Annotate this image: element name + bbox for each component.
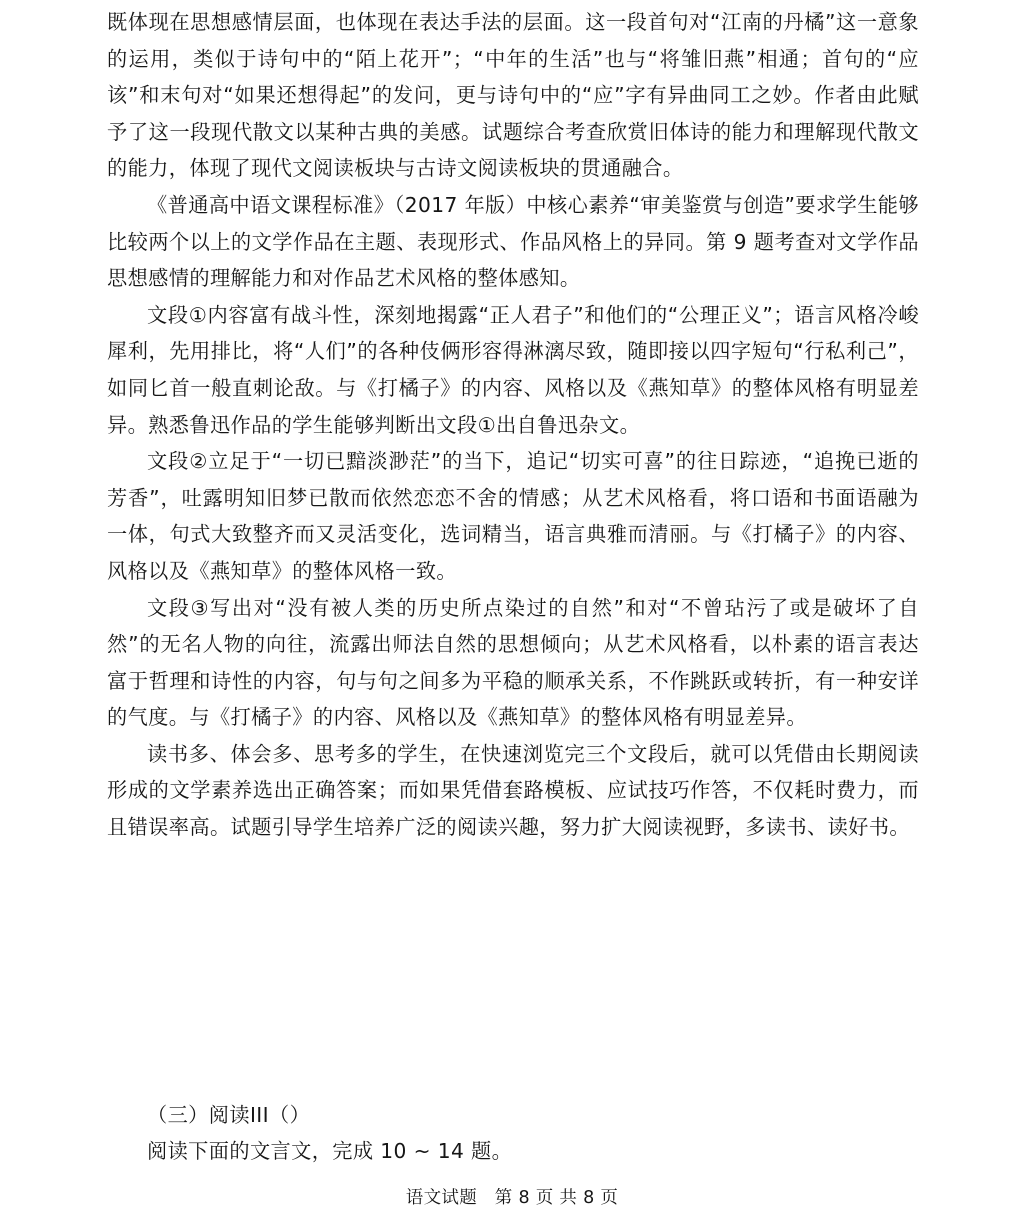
section-heading: （三）阅读III（） xyxy=(147,1103,311,1127)
paragraph-passage-3: 文段③写出对“没有被人类的历史所点染过的自然”和对“不曾玷污了或是破坏了自然”的无名人物的向往，流露出师法自然的思想倾向；从艺术风格看，以朴素的语言表达富于哲理和诗性的内容，句与句之间多为平稳的顺承关系，不作跳跃或转折，有一种安详的气度。与《打橘子》的内容、风格以及《燕知草》的整体风格有明显差异。 xyxy=(107,595,919,730)
paragraph-passage-2: 文段②立足于“一切已黯淡渺茫”的当下，追记“切实可喜”的往日踪迹，“追挽已逝的芳香”，吐露明知旧梦已散而依然恋恋不舍的情感；从艺术风格看，将口语和书面语融为一体，句式大致整齐而又灵活变化，选词精当，语言典雅而清丽。与《打橘子》的内容、风格以及《燕知草》的整体风格一致。 xyxy=(107,449,919,583)
paragraph-passage-1: 文段①内容富有战斗性，深刻地揭露“正人君子”和他们的“公理正义”；语言风格冷峻犀利，先用排比，将“人们”的各种伎俩形容得淋漓尽致，随即接以四字短句“行私利己”，如同匕首一般直刺论敌。与《打橘子》的内容、风格以及《燕知草》的整体风格有明显差异。熟悉鲁迅作品的学生能够判断出文段①出自鲁迅杂文。 xyxy=(107,302,919,437)
section-instruction: 阅读下面的文言文，完成 10 ~ 14 题。 xyxy=(147,1139,513,1163)
paragraph-conclusion: 读书多、体会多、思考多的学生，在快速浏览完三个文段后，就可以凭借由长期阅读形成的文学素养选出正确答案；而如果凭借套路模板、应试技巧作答，不仅耗时费力，而且错误率高。试题引导学生培养广泛的阅读兴趣，努力扩大阅读视野，多读书、读好书。 xyxy=(107,741,919,840)
body-text xyxy=(107,4,919,846)
page-footer: 语文试题 第 8 页 共 8 页 xyxy=(405,1188,619,1208)
paragraph-continuation: 既体现在思想感情层面，也体现在表达手法的层面。这一段首句对“江南的丹橘”这一意象的运用，类似于诗句中的“陌上花开”；“中年的生活”也与“将雏旧燕”相通；首句的“应该”和末句对“如果还想得起”的发问，更与诗句中的“应”字有异曲同工之妙。作者由此赋予了这一段现代散文以某种古典的美感。试题综合考查欣赏旧体诗的能力和理解现代散文的能力，体现了现代文阅读板块与古诗文阅读板块的贯通融合。 xyxy=(107,10,919,181)
paragraph-curriculum-standard: 《普通高中语文课程标准》（2017 年版）中核心素养“审美鉴赏与创造”要求学生能够比较两个以上的文学作品在主题、表现形式、作品风格上的异同。第 9 题考查对文学作品思想感情的理解能力和对作品艺术风格的整体感知。 xyxy=(107,192,919,291)
